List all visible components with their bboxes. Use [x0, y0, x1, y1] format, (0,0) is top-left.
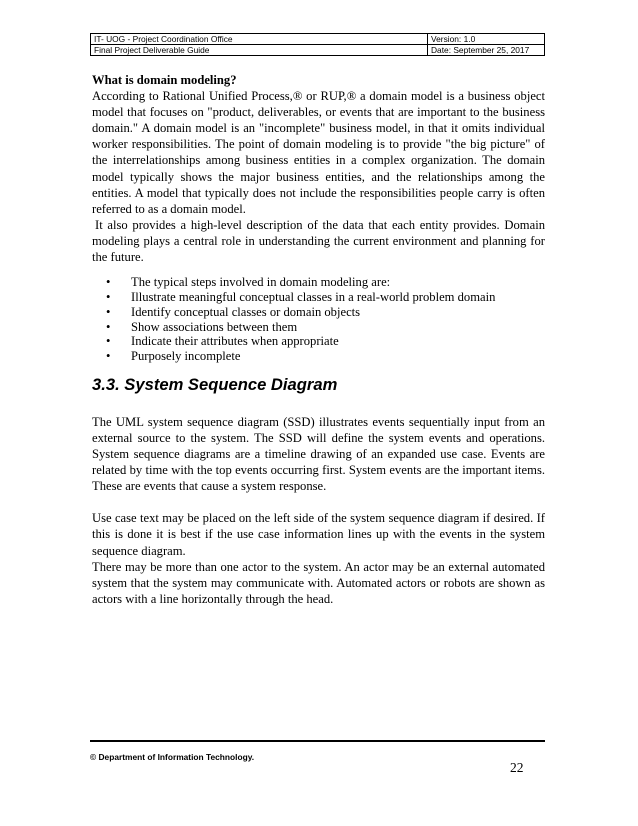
- footer-divider: [90, 740, 545, 742]
- list-item-text: The typical steps involved in domain modeling are:: [131, 275, 391, 290]
- domain-steps-list: [92, 275, 545, 364]
- ssd-paragraph-2: Use case text may be placed on the left side of the system sequence diagram if desired. If this is done it is best if the use case information lines up with the events in the system sequence diagram.: [92, 511, 545, 558]
- list-item: [106, 275, 545, 290]
- bullet-icon: •: [106, 334, 111, 349]
- list-item: [106, 349, 545, 364]
- spacer: [92, 494, 545, 510]
- bullet-icon: •: [106, 319, 111, 334]
- bullet-icon: •: [106, 304, 111, 319]
- list-item: [106, 334, 545, 349]
- ssd-paragraph-1: The UML system sequence diagram (SSD) illustrates events sequentially input from an external source to the system. The SSD will define the system events and operations. System sequence diagrams are a timeline drawing of an expanded use case. Events are related by time with the top events occurring first. System events are the important items. These are events that cause a system response.: [92, 414, 545, 494]
- list-item-text: Indicate their attributes when appropriate: [131, 334, 339, 349]
- footer-copyright: © Department of Information Technology.: [90, 752, 255, 762]
- domain-paragraph-1: According to Rational Unified Process,® or RUP,® a domain model is a business object model that focuses on "product, deliverables, or events that are important to the business domain." A domain model is an "incomplete" business model, in that it omits individual worker responsibilities. The point of domain modeling is to provide "the big picture" of the interrelationships among business entities in a complex organization. The domain model typically shows the major business entities, and the relationships among the entities. A model that typically does not include the responsibilities people carry is often referred to as a domain model.: [92, 89, 545, 216]
- list-item-text: Show associations between them: [131, 319, 298, 334]
- list-item-text: Purposely incomplete: [131, 349, 241, 364]
- list-item: [106, 320, 545, 335]
- spacer: [92, 395, 545, 414]
- bullet-icon: •: [106, 349, 111, 364]
- ssd-paragraph-3: There may be more than one actor to the system. An actor may be an external automated system that the system may communicate with. Automated actors or robots are shown as actors with a line horizontally through the head.: [92, 559, 545, 606]
- header-doc-title: Final Project Deliverable Guide: [91, 45, 428, 56]
- list-item-text: Identify conceptual classes or domain objects: [131, 304, 361, 319]
- list-item-text: Illustrate meaningful conceptual classes in a real-world problem domain: [131, 289, 496, 304]
- main-content: [92, 72, 545, 607]
- bullet-icon: •: [106, 289, 111, 304]
- list-item: [106, 305, 545, 320]
- domain-section-title: What is domain modeling?: [92, 73, 237, 87]
- header-version: Version: 1.0: [428, 34, 545, 45]
- header-row: [91, 45, 545, 56]
- bullet-icon: •: [106, 275, 111, 290]
- header-org: IT- UOG - Project Coordination Office: [91, 34, 428, 45]
- page-number: 22: [510, 760, 524, 775]
- header-date: Date: September 25, 2017: [428, 45, 545, 56]
- header-table: [90, 33, 545, 56]
- domain-paragraph-2: It also provides a high-level description of the data that each entity provides. Domain modeling plays a central role in understanding the current environment and planning for the future.: [92, 217, 545, 265]
- header-row: [91, 34, 545, 45]
- ssd-section-heading: 3.3. System Sequence Diagram: [92, 374, 338, 394]
- list-item: [106, 290, 545, 305]
